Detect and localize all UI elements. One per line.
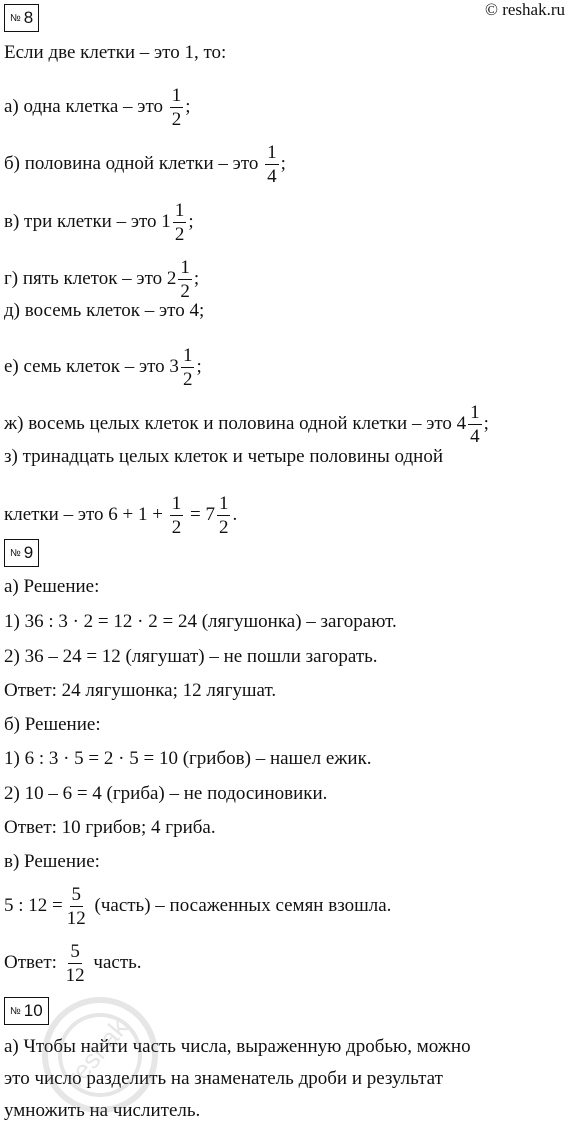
p9-b-head: б) Решение: (4, 714, 101, 735)
fraction: $\frac{1}{4}$ (267, 142, 277, 187)
p9-b-step2: 2) 10 – 6 = 4 (гриба) – не подосиновики. (4, 783, 328, 804)
fraction: $\frac{1}{4}$ (470, 402, 480, 447)
p9-a-step2: 2) 36 – 24 = 12 (лягушат) – не пошли загорать. (4, 646, 378, 667)
p8-line-f: е) семь клеток – это 3 $\frac{1}{2}$ ; (4, 345, 202, 390)
p8-line-e: д) восемь клеток – это 4; (4, 300, 205, 321)
p9-b-answer: Ответ: 10 грибов; 4 гриба. (4, 817, 216, 838)
fraction: $\frac{1}{2}$ (182, 345, 193, 390)
fraction: $\frac{1}{2}$ (180, 257, 190, 302)
p9-b-step1: 1) 6 : 3 · 5 = 2 · 5 = 10 (грибов) – нашел ежик. (4, 748, 372, 769)
p9-c-answer: Ответ: $\frac{5}{12}$ часть. (4, 941, 142, 986)
p9-c-step1: 5 : 12 = $\frac{5}{12}$ (часть) – посаженных семян взошла. (4, 884, 392, 929)
problem-number-9: № 9 (4, 539, 39, 567)
p9-a-head: а) Решение: (4, 576, 100, 597)
p8-line-h2: клетки – это 6 + 1 + $\frac{1}{2}$ = 7 $\frac{1}{2}$ . (4, 493, 238, 538)
svg-text:reshak: reshak (60, 1012, 134, 1092)
fraction: $\frac{1}{2}$ (218, 493, 229, 538)
p9-c-head: в) Решение: (4, 851, 100, 872)
p10-line2: это число разделить на знаменатель дроби и результат (4, 1068, 443, 1089)
site-watermark-text: © reshak.ru (485, 0, 565, 19)
fraction: $\frac{5}{12}$ (66, 884, 86, 929)
p9-a-answer: Ответ: 24 лягушонка; 12 лягушат. (4, 680, 277, 701)
p10-line3: умножить на числитель. (4, 1100, 201, 1121)
p8-line-a: а) одна клетка – это $\frac{1}{2}$ ; (4, 85, 191, 130)
p8-line-d: г) пять клеток – это 2 $\frac{1}{2}$ ; (4, 257, 200, 302)
p9-a-step1: 1) 36 : 3 · 2 = 12 · 2 = 24 (лягушонка) – загорают. (4, 611, 397, 632)
fraction: $\frac{1}{2}$ (171, 493, 182, 538)
p10-line1: а) Чтобы найти часть числа, выраженную дробью, можно (4, 1036, 471, 1057)
fraction: $\frac{1}{2}$ (171, 85, 182, 130)
problem-number-10: № 10 (4, 997, 49, 1025)
problem-number-8: № 8 (4, 4, 39, 32)
p8-line-c: в) три клетки – это 1 $\frac{1}{2}$ ; (4, 200, 194, 245)
p8-line-b: б) половина одной клетки – это $\frac{1}{4}$ ; (4, 142, 286, 187)
fraction: $\frac{1}{2}$ (174, 200, 185, 245)
fraction: $\frac{5}{12}$ (65, 941, 85, 986)
p8-line-g: ж) восемь целых клеток и половина одной клетки – это 4 $\frac{1}{4}$ ; (4, 402, 489, 447)
p8-intro: Если две клетки – это 1, то: (4, 42, 227, 63)
p8-line-h1: з) тринадцать целых клеток и четыре половины одной (4, 446, 443, 467)
